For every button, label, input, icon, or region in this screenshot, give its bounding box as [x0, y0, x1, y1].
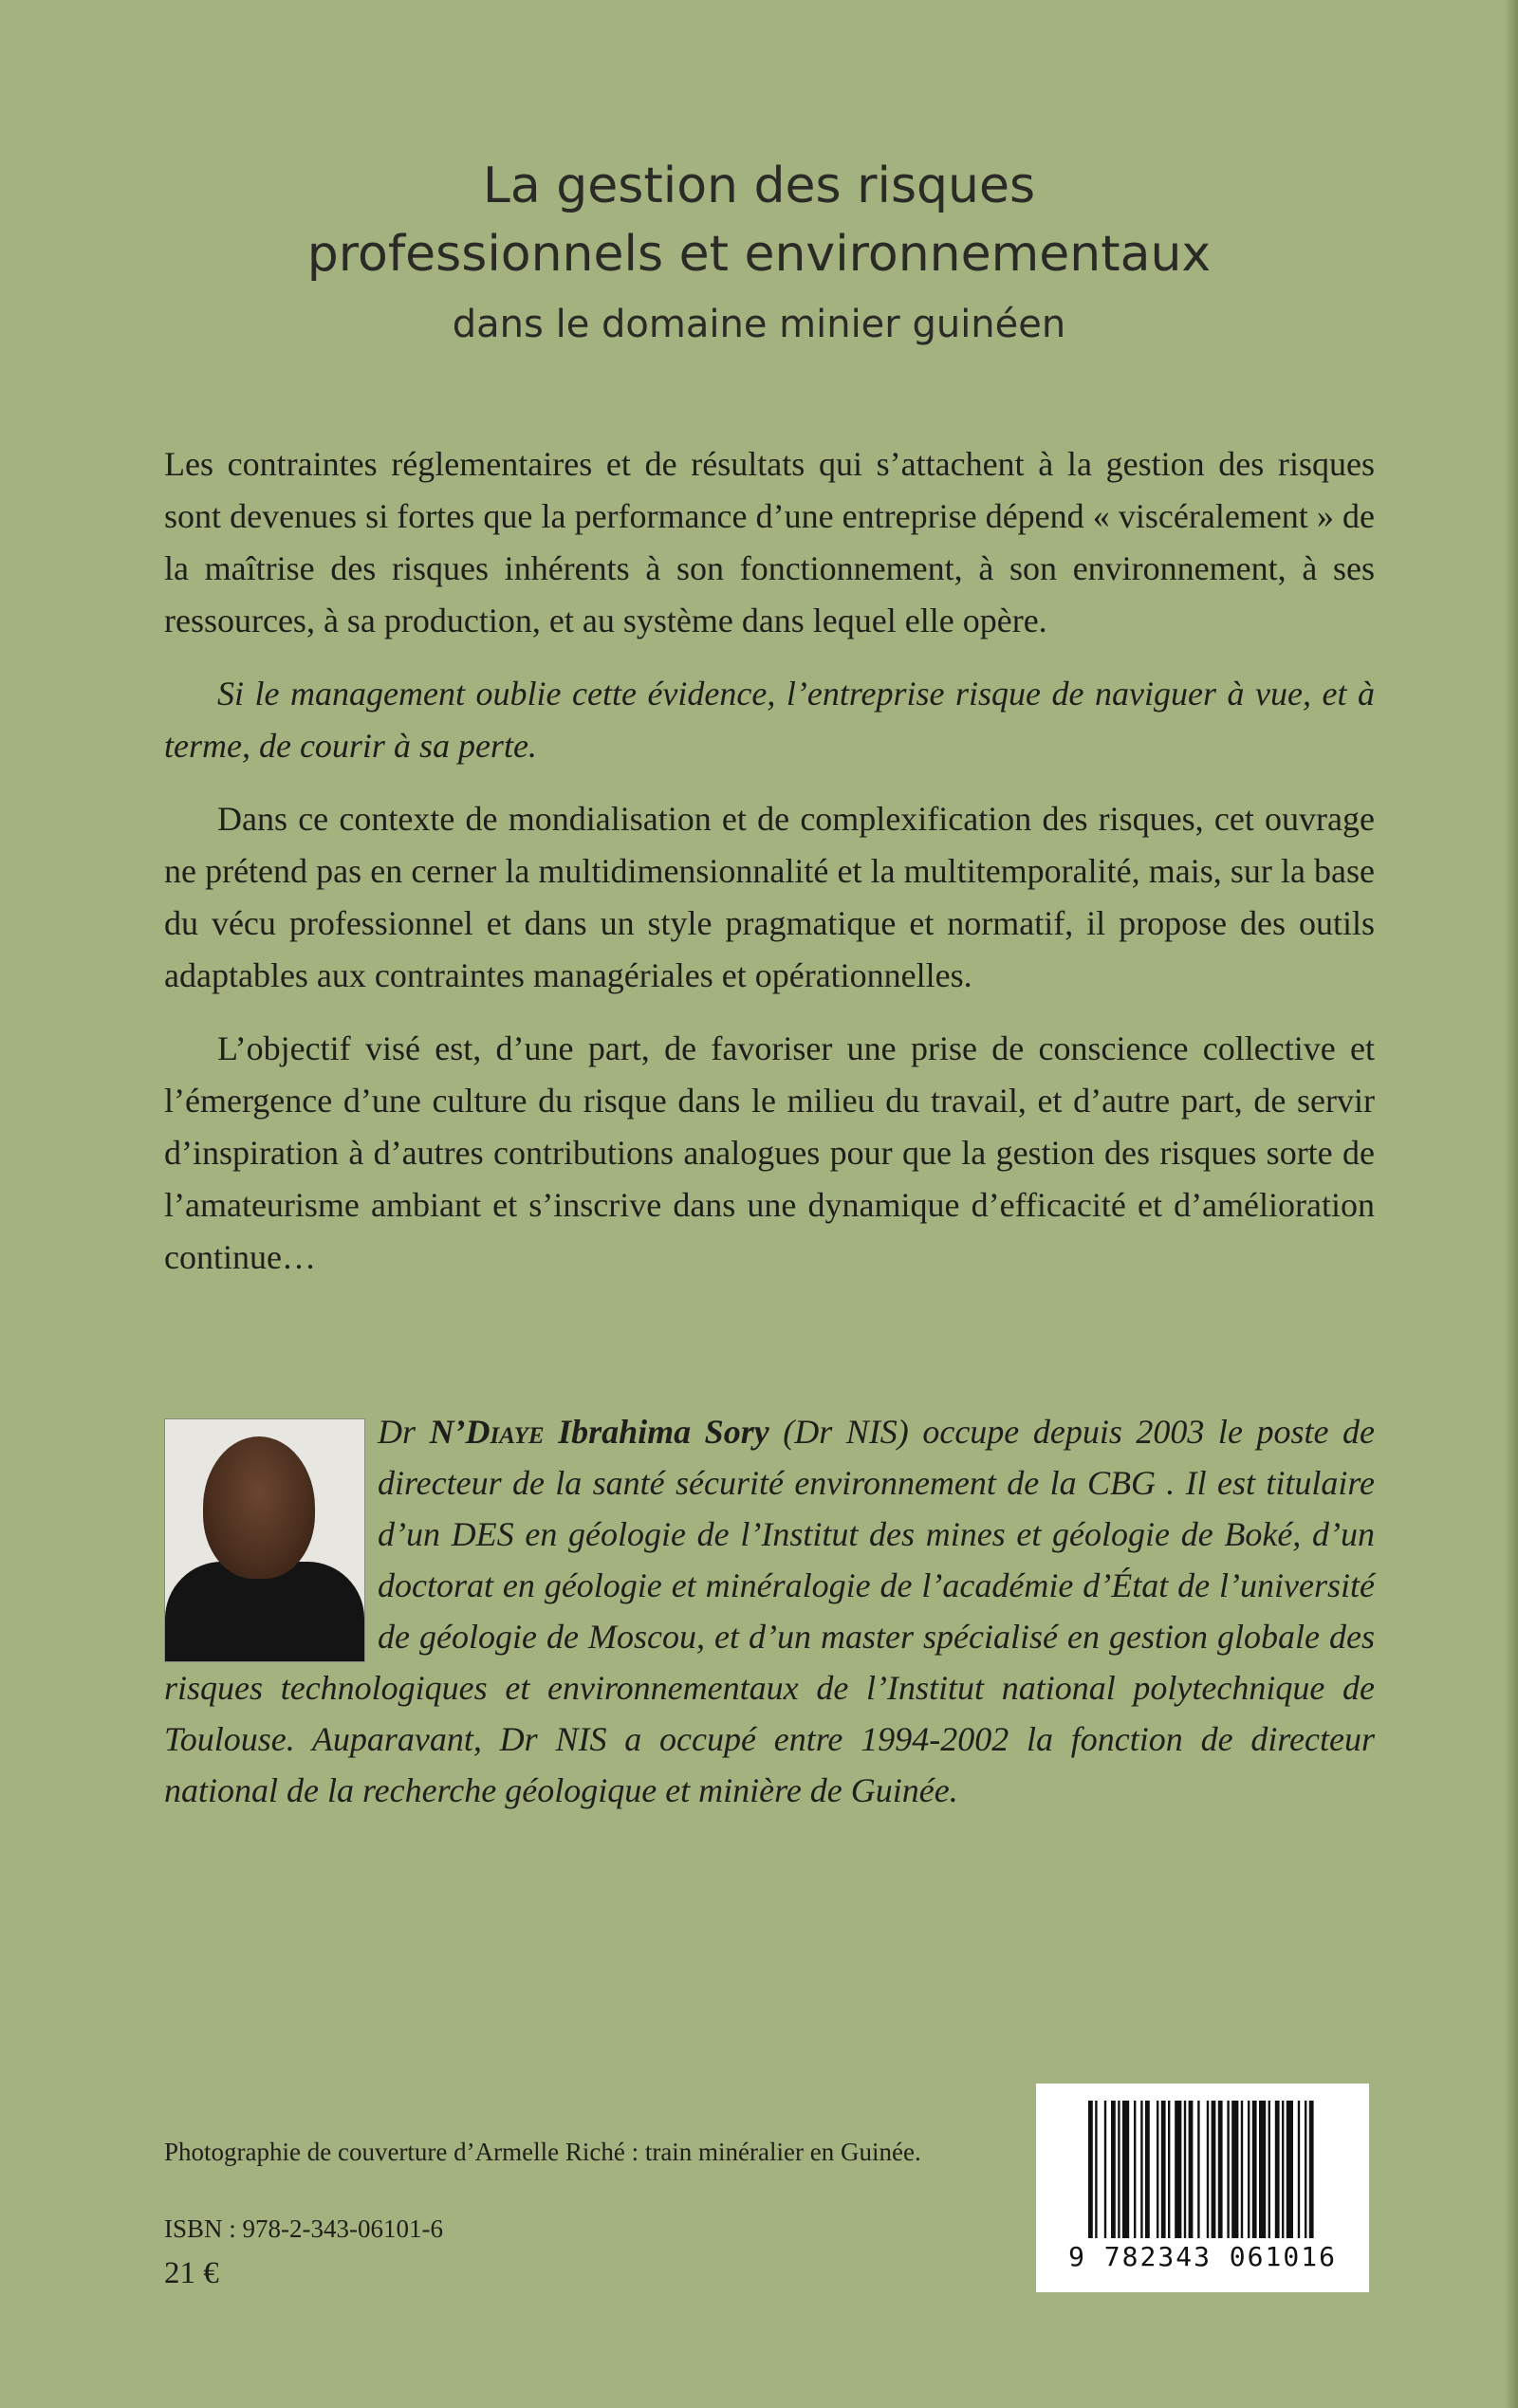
barcode-bar [1161, 2101, 1166, 2238]
barcode-bar [1095, 2101, 1097, 2238]
author-name: N’Diaye Ibrahima Sory [429, 1413, 769, 1451]
barcode-bar [1287, 2101, 1293, 2238]
barcode-bar [1241, 2101, 1243, 2238]
barcode-bar [1088, 2101, 1093, 2238]
blurb-paragraph-1: Les contraintes réglementaires et de résultats qui s’attachent à la gestion des risques sont devenues si fortes que la performance d’une entreprise dépend « viscéralement » de la maîtrise des risques inhérents à son fonctionnement, à son environnement, à ses ressources, à sa production, et au système dans lequel elle opère. [164, 445, 1375, 639]
barcode-bar [1227, 2101, 1229, 2238]
barcode-bar [1145, 2101, 1150, 2238]
barcode-bar [1207, 2101, 1209, 2238]
bio-prefix: Dr [378, 1413, 430, 1451]
barcode-bar [1309, 2101, 1314, 2238]
blurb-paragraph-4: L’objectif visé est, d’une part, de favoriser une prise de conscience collective et l’émergence d’une culture du risque dans le milieu du travail, et d’autre part, de servir d’inspiration à d’autres contributions analogues pour que la gestion des risques sorte de l’amateurisme ambiant et s’inscrive dans une dynamique d’efficacité et d’amélioration continue… [164, 1029, 1375, 1276]
barcode-bar [1268, 2101, 1270, 2238]
title-line-1: La gestion des risques [482, 157, 1036, 214]
barcode-bar [1275, 2101, 1280, 2238]
blurb [164, 438, 1375, 1305]
barcode-number: 9 782343 061016 [1068, 2241, 1337, 2272]
barcode-bar [1197, 2101, 1199, 2238]
barcode-bars [1088, 2101, 1316, 2238]
photo-credit: Photographie de couverture d’Armelle Riché : train minéralier en Guinée. [164, 2138, 921, 2166]
barcode-bar [1118, 2101, 1120, 2238]
barcode-bar [1248, 2101, 1250, 2238]
title-line-2: professionnels et environnementaux [306, 226, 1212, 283]
barcode [1036, 2084, 1369, 2292]
barcode-bar [1218, 2101, 1223, 2238]
isbn: ISBN : 978-2-343-06101-6 [164, 2214, 443, 2243]
barcode-bar [1298, 2101, 1300, 2238]
subtitle: dans le domaine minier guinéen [452, 303, 1066, 346]
barcode-bar [1252, 2101, 1257, 2238]
barcode-bar [1157, 2101, 1158, 2238]
price: 21 € [164, 2256, 219, 2290]
barcode-bar [1189, 2101, 1194, 2238]
barcode-bar [1140, 2101, 1142, 2238]
cover-edge [1505, 0, 1518, 2408]
barcode-bar [1104, 2101, 1106, 2238]
barcode-bar [1111, 2101, 1116, 2238]
barcode-bar [1231, 2101, 1238, 2238]
barcode-bar [1305, 2101, 1306, 2238]
barcode-bar [1259, 2101, 1266, 2238]
barcode-bar [1134, 2101, 1136, 2238]
blurb-paragraph-2: Si le management oublie cette évidence, l’entreprise risque de naviguer à vue, et à terme, de courir à sa perte. [164, 675, 1375, 765]
barcode-bar [1184, 2101, 1186, 2238]
barcode-bar [1212, 2101, 1216, 2238]
book-title [0, 152, 1518, 359]
barcode-bar [1122, 2101, 1129, 2238]
barcode-bar [1282, 2101, 1284, 2238]
barcode-bar [1175, 2101, 1181, 2238]
bio-text: (Dr NIS) occupe depuis 2003 le poste de directeur de la santé sécurité environnement de la CBG . Il est titulaire d’un DES en géologie de l’Institut des mines et géologie de Boké, d’un doctorat en géologie et minéralogie de l’académie d’État de l’université de géologie de Moscou, et d’un master spécialisé en gestion globale des risques technologiques et environnementaux de l’Institut national polytechnique de Toulouse. Auparavant, Dr NIS a occupé entre 1994-2002 la fonction de directeur national de la recherche géologique et minière de Guinée. [164, 1413, 1375, 1809]
barcode-bar [1168, 2101, 1170, 2238]
author-bio [164, 1406, 1375, 1816]
blurb-paragraph-3: Dans ce contexte de mondialisation et de complexification des risques, cet ouvrage ne prétend pas en cerner la multidimensionnalité et la multitemporalité, mais, sur la base du vécu professionnel et dans un style pragmatique et normatif, il propose des outils adaptables aux contraintes managériales et opérationnelles. [164, 800, 1375, 994]
